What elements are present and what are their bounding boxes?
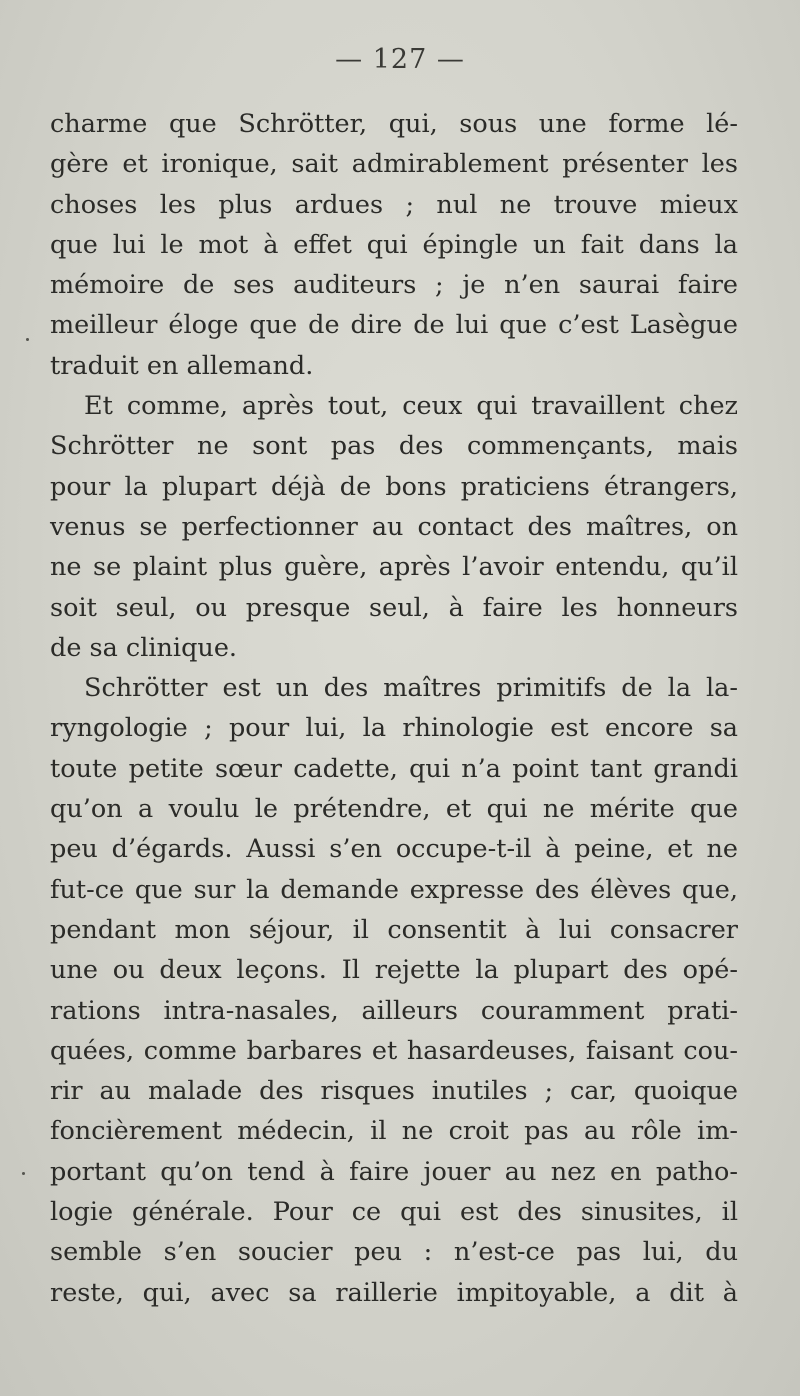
text-line: Et comme, après tout, ceux qui travaillent chez	[84, 391, 738, 422]
body-text	[50, 104, 738, 1313]
text-line: de sa clinique.	[50, 632, 238, 663]
text-line: mémoire de ses auditeurs ; je n’en saurai faire	[50, 270, 738, 301]
text-line: portant qu’on tend à faire jouer au nez en patho-	[50, 1156, 738, 1187]
text-line: toute petite sœur cadette, qui n’a point tant grandi	[50, 753, 738, 784]
paragraph-3	[50, 668, 738, 1313]
text-line: logie générale. Pour ce qui est des sinusites, il	[50, 1197, 738, 1228]
page-number: — 127 —	[335, 44, 465, 75]
print-speck	[22, 1172, 25, 1175]
text-line: une ou deux leçons. Il rejette la plupart des opé-	[50, 955, 738, 986]
text-line: que lui le mot à effet qui épingle un fait dans la	[50, 229, 738, 260]
paragraph-2	[50, 386, 738, 668]
text-line: reste, qui, avec sa raillerie impitoyable, a dit à	[50, 1277, 738, 1308]
text-line: charme que Schrötter, qui, sous une forme lé-	[50, 109, 738, 139]
text-line: ryngologie ; pour lui, la rhinologie est encore sa	[50, 713, 738, 744]
text-line: rations intra-nasales, ailleurs couramment prati-	[50, 995, 738, 1026]
paragraph-1	[50, 104, 738, 386]
text-line: soit seul, ou presque seul, à faire les honneurs	[50, 592, 738, 623]
text-line: traduit en allemand.	[50, 350, 314, 381]
text-line: pour la plupart déjà de bons praticiens étrangers,	[50, 471, 738, 502]
text-line: peu d’égards. Aussi s’en occupe-t-il à peine, et ne	[50, 834, 738, 865]
text-line: semble s’en soucier peu : n’est-ce pas lui, du	[50, 1237, 738, 1268]
text-line: Schrötter est un des maîtres primitifs de la la-	[84, 673, 738, 704]
text-line: pendant mon séjour, il consentit à lui consacrer	[50, 914, 738, 945]
text-line: venus se perfectionner au contact des maîtres, on	[50, 511, 738, 542]
print-speck	[26, 338, 29, 341]
text-line: foncièrement médecin, il ne croit pas au rôle im-	[50, 1116, 738, 1147]
text-line: meilleur éloge que de dire de lui que c’est Lasègue	[50, 310, 738, 341]
text-line: rir au malade des risques inutiles ; car, quoique	[50, 1076, 738, 1107]
text-line: choses les plus ardues ; nul ne trouve mieux	[50, 189, 738, 220]
text-line: Schrötter ne sont pas des commençants, mais	[50, 431, 738, 462]
text-line: gère et ironique, sait admirablement présenter les	[50, 149, 738, 180]
text-line: fut-ce que sur la demande expresse des élèves que,	[50, 874, 738, 905]
text-line: quées, comme barbares et hasardeuses, faisant cou-	[50, 1035, 738, 1066]
text-line: ne se plaint plus guère, après l’avoir entendu, qu’il	[50, 552, 738, 583]
text-line: qu’on a voulu le prétendre, et qui ne mérite que	[50, 794, 738, 825]
